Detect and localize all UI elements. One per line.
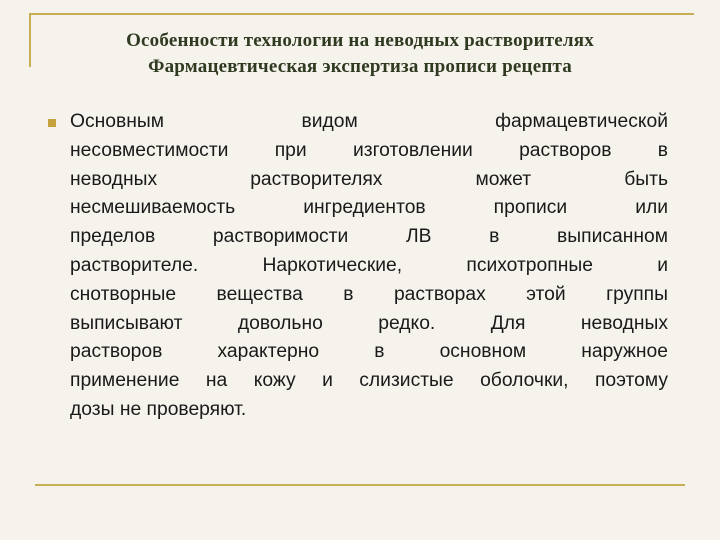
square-bullet-icon — [48, 119, 56, 127]
body-line: несмешиваемость ингредиентов прописи или — [70, 197, 668, 219]
title-line-1: Особенности технологии на неводных растворителях — [126, 30, 594, 51]
decorative-vertical-rule — [29, 13, 31, 67]
decorative-bottom-rule — [35, 484, 685, 486]
body-line: растворов характерно в основном наружное — [70, 341, 668, 363]
body-line: неводных растворителях может быть — [70, 168, 668, 190]
title-line-2: Фармацевтическая экспертиза прописи рецепта — [148, 56, 572, 77]
bullet-text — [70, 108, 668, 425]
body-line: применение на кожу и слизистые оболочки, поэтому — [70, 370, 668, 392]
body-line: несовместимости при изготовлении растворов в — [70, 139, 668, 161]
slide-title — [40, 28, 680, 80]
body-line: растворителе. Наркотические, психотропные и — [70, 254, 668, 276]
decorative-top-rule — [29, 13, 694, 15]
body-line: Основным видом фармацевтической — [70, 111, 668, 132]
body-line: снотворные вещества в растворах этой группы — [70, 283, 668, 305]
body-line: пределов растворимости ЛВ в выписанном — [70, 226, 668, 248]
body-line: дозы не проверяют. — [70, 398, 247, 420]
body-line: выписывают довольно редко. Для неводных — [70, 312, 668, 334]
